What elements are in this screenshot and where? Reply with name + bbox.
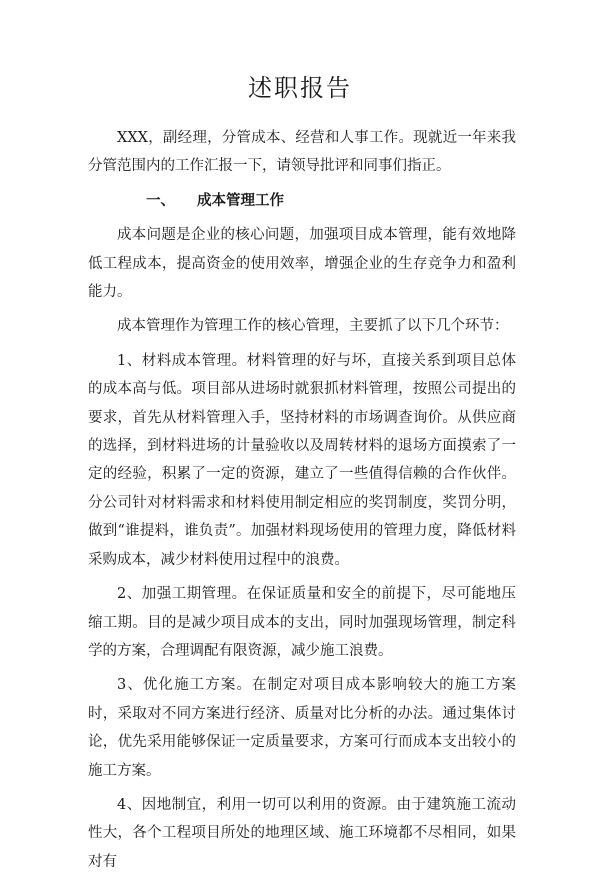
paragraph-material-cost: 1、材料成本管理。材料管理的好与坏，直接关系到项目总体的成本高与低。项目部从进场时就狠抓材料管理，按照公司提出的要求，首先从材料管理入手，坚持材料的市场调查询价。从供应商的选择，到材料进场的计量验收以及周转材料的退场方面摸索了一定的经验，积累了一定的资源，建立了一些值得信赖的合作伙伴。分公司针对材料需求和材料使用制定相应的奖罚制度，奖罚分明，做到“谁提料，谁负责”。加强材料现场使用的管理力度，降低材料采购成本，减少材料使用过程中的浪费。 xyxy=(88,352,516,568)
paragraph-construction-plan: 3、优化施工方案。在制定对项目成本影响较大的施工方案时，采取对不同方案进行经济、质量对比分析的办法。通过集体讨论，优先采用能够保证一定质量要求，方案可行而成本支出较小的施工方案。 xyxy=(88,677,516,779)
paragraph-cost-importance: 成本问题是企业的核心问题，加强项目成本管理，能有效地降低工程成本，提高资金的使用效率，增强企业的生存竞争力和盈利能力。 xyxy=(88,227,516,301)
section-heading-text: 成本管理工作 xyxy=(197,192,284,209)
document-body xyxy=(88,124,516,882)
section-number: 一、 xyxy=(146,192,175,209)
section-heading xyxy=(88,187,516,215)
paragraph-cost-core: 成本管理作为管理工作的核心管理，主要抓了以下几个环节： xyxy=(117,318,509,335)
paragraph-schedule: 2、加强工期管理。在保证质量和安全的前提下，尽可能地压缩工期。目的是减少项目成本的支出，同时加强现场管理，制定科学的方案，合理调配有限资源，减少施工浪费。 xyxy=(88,586,516,659)
document-title: 述职报告 xyxy=(248,74,352,102)
intro-paragraph: XXX，副经理，分管成本、经营和人事工作。现就近一年来我分管范围内的工作汇报一下，请领导批评和同事们指正。 xyxy=(88,130,516,175)
paragraph-local-resources: 4、因地制宜，利用一切可以利用的资源。由于建筑施工流动性大，各个工程项目所处的地理区域、施工环境都不尽相同，如果对有 xyxy=(88,796,516,870)
